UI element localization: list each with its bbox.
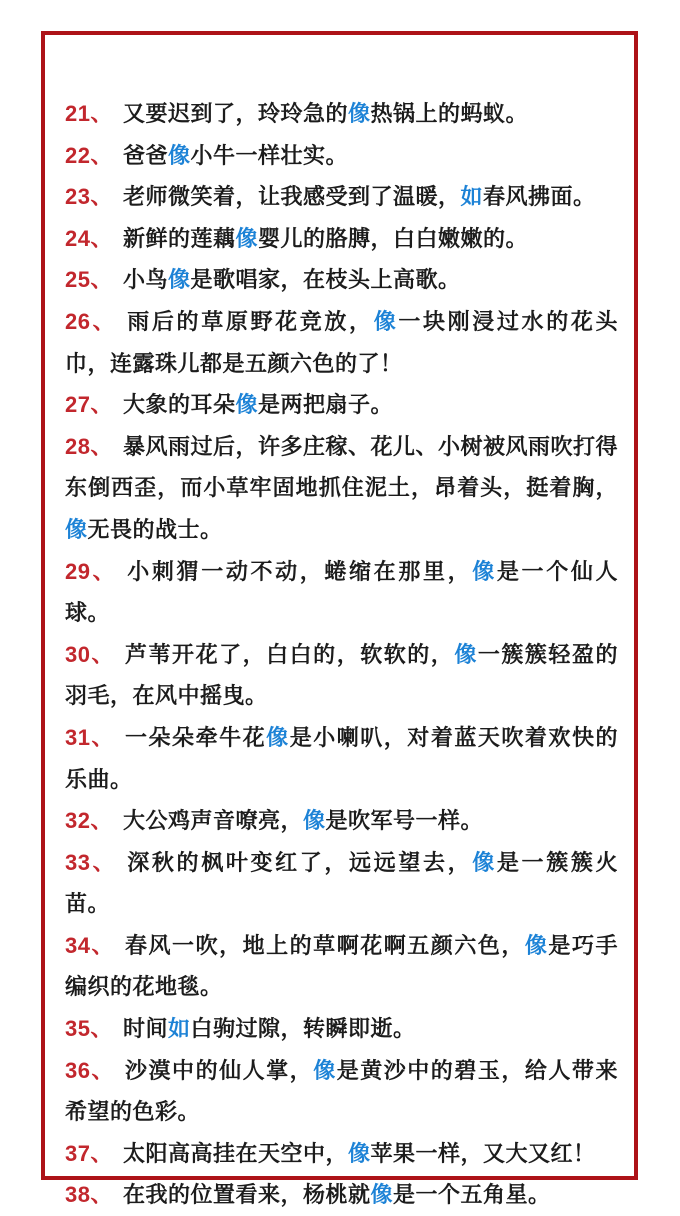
sentence-text: 热锅上的蚂蚁。 — [370, 101, 529, 126]
sentence-number: 23、 — [65, 184, 113, 210]
sentence-item — [65, 551, 618, 634]
sentence-text: 是小喇叭，对着蓝天吹着欢快的乐曲。 — [65, 724, 618, 792]
sentence-text: 白驹过隙，转瞬即逝。 — [190, 1016, 416, 1042]
sentence-number: 38、 — [65, 1182, 113, 1208]
sentence-number: 35、 — [65, 1016, 113, 1042]
sentence-text: 深秋的枫叶变红了，远远望去， — [127, 849, 473, 875]
sentence-text: 小牛一样壮实。 — [190, 142, 349, 168]
simile-word-highlight: 像 — [168, 142, 191, 168]
red-frame-border — [41, 31, 638, 1208]
sentence-item — [65, 218, 618, 260]
sentence-text: 大公鸡声音嘹亮， — [122, 808, 303, 834]
simile-word-highlight: 像 — [472, 558, 497, 584]
sentence-number: 32、 — [65, 808, 113, 834]
sentence-text: 暴风雨过后，许多庄稼、花儿、小树被风雨吹打得东倒西歪，而小草牢固地抓住泥土，昂着头，挺着胸， — [65, 433, 618, 501]
sentence-number: 28、 — [65, 433, 113, 459]
sentence-item — [65, 1008, 618, 1050]
simile-word-highlight: 像 — [235, 225, 259, 251]
sentence-text: 无畏的战士。 — [87, 516, 223, 542]
sentence-text: 小鸟 — [122, 267, 168, 293]
simile-word-highlight: 如 — [460, 184, 484, 210]
sentence-text: 小刺猬一动不动，蜷缩在那里， — [127, 558, 473, 584]
sentence-item — [65, 842, 618, 925]
sentence-text: 春风一吹，地上的草啊花啊五颜六色， — [125, 932, 525, 958]
simile-word-highlight: 像 — [168, 267, 191, 293]
sentence-text: 太阳高高挂在天空中， — [122, 1140, 348, 1166]
sentence-text: 春风拂面。 — [483, 184, 596, 210]
sentence-item — [65, 1050, 618, 1133]
sentence-text: 爸爸 — [122, 142, 168, 168]
simile-word-highlight: 像 — [266, 724, 290, 750]
simile-word-highlight: 如 — [168, 1016, 191, 1042]
sentence-number: 33、 — [65, 849, 118, 875]
sentence-text: 是一个五角星。 — [393, 1182, 551, 1208]
sentence-item — [65, 259, 618, 301]
sentence-text: 芦苇开花了，白白的，软软的， — [125, 641, 455, 667]
sentence-text: 一簇簇轻盈的羽毛，在风中摇曳。 — [65, 641, 618, 709]
simile-word-highlight: 像 — [472, 849, 497, 875]
sentence-number: 24、 — [65, 225, 113, 251]
sentence-text: 雨后的草原野花竞放， — [127, 308, 374, 334]
sentence-list — [45, 35, 634, 1216]
sentence-number: 37、 — [65, 1140, 113, 1166]
sentence-text: 是歌唱家，在枝头上高歌。 — [190, 267, 461, 293]
sentence-text: 一朵朵牵牛花 — [125, 724, 267, 750]
sentence-text: 大象的耳朵 — [122, 392, 236, 418]
sentence-number: 34、 — [65, 932, 116, 958]
sentence-number: 25、 — [65, 267, 113, 293]
sentence-text: 婴儿的胳膊，白白嫩嫩的。 — [258, 225, 529, 251]
simile-word-highlight: 像 — [454, 641, 478, 667]
sentence-text: 在我的位置看来，杨桃就 — [122, 1182, 371, 1208]
sentence-item — [65, 135, 618, 177]
sentence-text: 是黄沙中的碧玉，给人带来希望的色彩。 — [65, 1057, 618, 1125]
simile-word-highlight: 像 — [348, 1140, 371, 1166]
simile-word-highlight: 像 — [65, 516, 88, 542]
sentence-number: 30、 — [65, 641, 116, 667]
sentence-text: 新鲜的莲藕 — [122, 225, 236, 251]
sentence-text: 老师微笑着，让我感受到了温暖， — [122, 184, 461, 210]
sentence-item — [65, 1174, 618, 1216]
sentence-text: 沙漠中的仙人掌， — [125, 1057, 314, 1083]
simile-word-highlight: 像 — [524, 932, 549, 958]
simile-word-highlight: 像 — [235, 392, 259, 418]
sentence-number: 31、 — [65, 724, 116, 750]
sentence-item — [65, 1133, 618, 1175]
simile-word-highlight: 像 — [373, 308, 399, 334]
sentence-text: 是两把扇子。 — [258, 392, 394, 418]
sentence-number: 26、 — [65, 308, 118, 334]
sentence-text: 苹果一样，又大又红！ — [370, 1140, 596, 1166]
sentence-item — [65, 301, 618, 384]
sentence-item — [65, 800, 618, 842]
simile-word-highlight: 像 — [303, 808, 326, 834]
sentence-number: 27、 — [65, 392, 113, 418]
simile-word-highlight: 像 — [313, 1057, 337, 1083]
sentence-item — [65, 176, 618, 218]
sentence-item — [65, 384, 618, 426]
sentence-text: 又要迟到了，玲玲急的 — [122, 101, 348, 126]
sentence-item — [65, 426, 618, 551]
sentence-text: 是巧手编织的花地毯。 — [65, 932, 618, 1000]
sentence-number: 29、 — [65, 558, 118, 584]
simile-word-highlight: 像 — [348, 101, 371, 126]
sentence-text: 是一簇簇火苗。 — [65, 849, 618, 917]
sentence-item — [65, 634, 618, 717]
sentence-item — [65, 717, 618, 800]
sentence-text: 是吹军号一样。 — [325, 808, 484, 834]
sentence-item — [65, 93, 618, 135]
sentence-text: 时间 — [122, 1016, 168, 1042]
sentence-item — [65, 925, 618, 1008]
sentence-number: 21、 — [65, 101, 113, 126]
sentence-number: 36、 — [65, 1057, 116, 1083]
sentence-text: 是一个仙人球。 — [65, 558, 618, 626]
simile-word-highlight: 像 — [370, 1182, 394, 1208]
sentence-number: 22、 — [65, 142, 113, 168]
sentence-text: 一块刚浸过水的花头巾，连露珠儿都是五颜六色的了！ — [65, 308, 618, 376]
